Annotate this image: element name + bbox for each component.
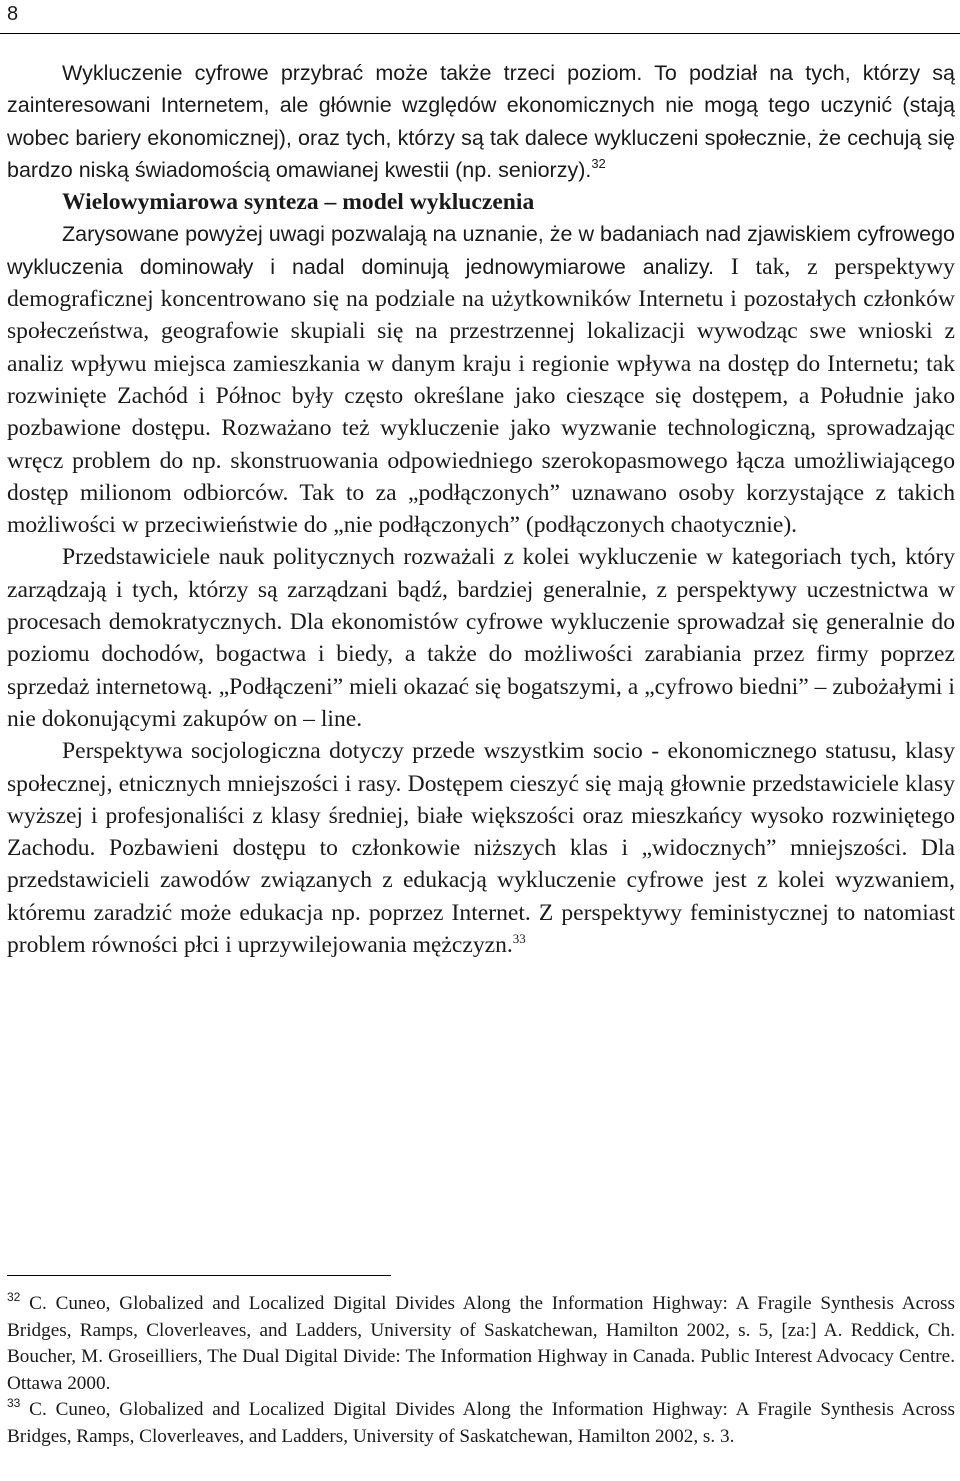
- header-rule: [0, 33, 960, 34]
- paragraph-1-text: Wykluczenie cyfrowe przybrać może także trzeci poziom. To podział na tych, którzy są zainteresowani Internetem, ale głównie względów ekonomicznych nie mogą tego uczynić (stają wobec bariery ekonomicznej), oraz tych, którzy są tak dalece wykluczeni społecznie, że cechują się bardzo niską świadomością omawianej kwestii (np. seniorzy).: [7, 61, 955, 182]
- paragraph-4: [7, 735, 955, 961]
- paragraph-2-sans-text: Zarysowane powyżej uwagi pozwalają na uznanie, że w badaniach nad zjawiskiem cyfrowego wykluczenia dominowały i nadal dominują jednowymiarowe analizy.: [7, 222, 955, 279]
- body-text: [7, 57, 955, 961]
- footnote-ref-32[interactable]: 32: [591, 155, 606, 171]
- footnote-32: [7, 1291, 955, 1397]
- footnotes: [7, 1291, 955, 1451]
- paragraph-4-text: Perspektywa socjologiczna dotyczy przede wszystkim socio - ekonomicznego statusu, klasy społecznej, etnicznych mniejszości i rasy. Dostępem cieszyć się mają głownie przedstawiciele klasy wyższej i profesjonaliści z klasy średniej, białe większości oraz mieszkańcy wysoko rozwiniętego Zachodu. Pozbawieni dostępu to członkowie niższych klas i „widocznych” mniejszości. Dla przedstawicieli zawodów związanych z edukacją wykluczenie cyfrowe jest z kolei wyzwaniem, któremu zaradzić może edukacja np. poprzez Internet. Z perspektywy feministycznej to natomiast problem równości płci i uprzywilejowania mężczyzn.: [7, 738, 955, 959]
- footnote-separator: [7, 1275, 391, 1276]
- paragraph-1: [7, 57, 955, 186]
- footnote-mark: 32: [7, 1290, 21, 1304]
- paragraph-3: Przedstawiciele nauk politycznych rozważali z kolei wykluczenie w kategoriach tych, który zarządzają i tych, którzy są zarządzani bądź, bardziej generalnie, z perspektywy uczestnictwa w procesach demokratycznych. Dla ekonomistów cyfrowe wykluczenie sprowadzał się generalnie do poziomu dochodów, bogactwa i biedy, a także do możliwości zarabiania przez firmy poprzez sprzedaż internetową. „Podłączeni” mieli okazać się bogatszymi, a „cyfrowo biedni” – zubożałymi i nie dokonującymi zakupów on – line.: [7, 544, 955, 732]
- footnote-text: C. Cuneo, Globalized and Localized Digital Divides Along the Information Highway: A Fragile Synthesis Across Bridges, Ramps, Cloverleaves, and Ladders, University of Saskatchewan, Hamilton 2002, s. 3.: [7, 1399, 955, 1447]
- footnote-ref-33[interactable]: 33: [512, 931, 526, 947]
- footnote-mark: 33: [7, 1396, 21, 1411]
- footnote-33: [7, 1397, 955, 1450]
- page-number: 8: [7, 3, 19, 25]
- footnote-text: C. Cuneo, Globalized and Localized Digital Divides Along the Information Highway: A Fragile Synthesis Across Bridges, Ramps, Cloverleaves, and Ladders, University of Saskatchewan, Hamilton 2002, s. 5, [za:] A. Reddick, Ch. Boucher, M. Groseilliers, The Dual Digital Divide: The Information Highway in Canada. Public Interest Advocacy Centre. Ottawa 2000.: [7, 1293, 955, 1394]
- paragraph-2: [7, 218, 955, 541]
- section-heading: Wielowymiarowa synteza – model wykluczenia: [62, 189, 535, 216]
- paragraph-2-serif-text: I tak, z perspektywy demograficznej koncentrowano się na podziale na użytkowników Internetu i pozostałych członków społeczeństwa, geografowie skupiali się na przestrzennej lokalizacji wywodząc swe wnioski z analiz wpływu miejsca zamieszkania w danym kraju i regionie wpływa na dostęp do Internetu; tak rozwinięte Zachód i Północ były często określane jako cieszące się dostępem, a Południe jako pozbawione dostępu. Rozważano też wykluczenie jako wyzwanie technologiczną, sprowadzając wręcz problem do np. skonstruowania odpowiedniego szerokopasmowego łącza umożliwiającego dostęp milionom odbiorców. Tak to za „podłączonych” uznawano osoby korzystające z takich możliwości w przeciwieństwie do „nie podłączonych” (podłączonych chaotycznie).: [7, 253, 955, 539]
